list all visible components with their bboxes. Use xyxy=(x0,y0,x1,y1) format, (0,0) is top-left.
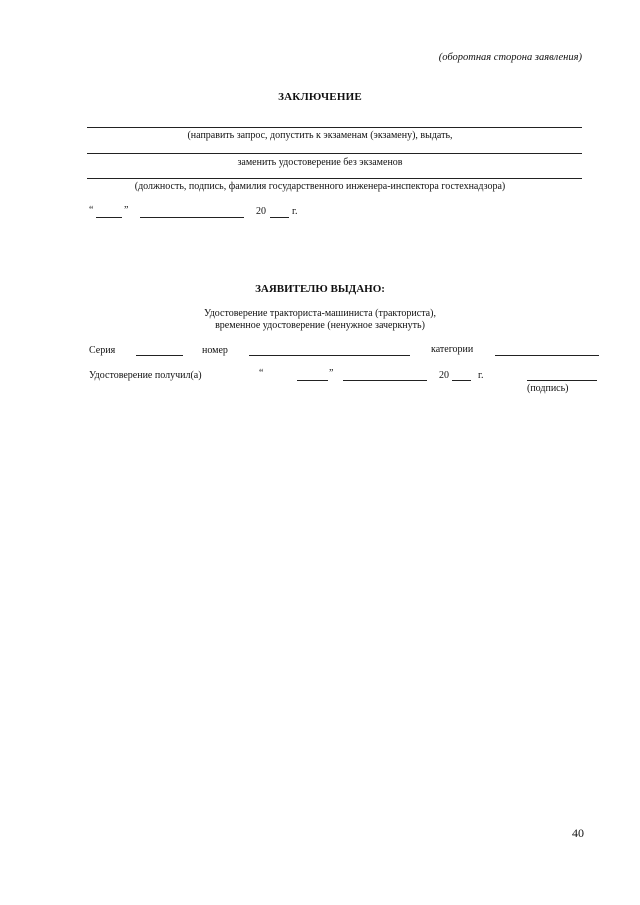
number-label: номер xyxy=(202,345,228,356)
series-field[interactable] xyxy=(136,355,183,356)
conclusion-title: ЗАКЛЮЧЕНИЕ xyxy=(278,91,362,103)
conclusion-line-3-caption: (должность, подпись, фамилия государственного инженера-инспектора гостехнадзора) xyxy=(134,181,506,192)
received-year-field[interactable] xyxy=(452,380,471,381)
number-field[interactable] xyxy=(249,355,410,356)
received-date-open-quote: “ xyxy=(259,368,264,379)
received-year-suffix: г. xyxy=(478,370,484,381)
conclusion-line-2-caption: заменить удостоверение без экзаменов xyxy=(237,157,403,168)
issued-description-line-2: временное удостоверение (ненужное зачеркнуть) xyxy=(215,320,425,331)
conclusion-line-1[interactable] xyxy=(87,127,582,128)
conclusion-year-prefix: 20 xyxy=(256,206,266,217)
received-label: Удостоверение получил(а) xyxy=(89,370,202,381)
category-label: категории xyxy=(431,344,474,355)
conclusion-date-close-quote: ” xyxy=(124,205,129,216)
received-day-field[interactable] xyxy=(297,380,328,381)
page-number: 40 xyxy=(572,826,584,840)
received-year-prefix: 20 xyxy=(439,370,449,381)
received-date-close-quote: ” xyxy=(329,368,334,379)
conclusion-month-field[interactable] xyxy=(140,217,244,218)
signature-caption: (подпись) xyxy=(527,383,569,394)
conclusion-day-field[interactable] xyxy=(96,217,122,218)
conclusion-year-suffix: г. xyxy=(292,206,298,217)
conclusion-date-open-quote: “ xyxy=(89,205,94,216)
conclusion-line-1-caption: (направить запрос, допустить к экзаменам (экзамену), выдать, xyxy=(187,130,453,141)
signature-field[interactable] xyxy=(527,380,597,381)
conclusion-line-3[interactable] xyxy=(87,178,582,179)
category-field[interactable] xyxy=(495,355,599,356)
issued-description-line-1: Удостоверение тракториста-машиниста (тракториста), xyxy=(204,308,436,319)
series-label: Серия xyxy=(89,345,116,356)
reverse-side-note: (оборотная сторона заявления) xyxy=(438,52,582,63)
conclusion-year-field[interactable] xyxy=(270,217,289,218)
issued-title: ЗАЯВИТЕЛЮ ВЫДАНО: xyxy=(255,283,385,295)
received-month-field[interactable] xyxy=(343,380,427,381)
conclusion-line-2[interactable] xyxy=(87,153,582,154)
